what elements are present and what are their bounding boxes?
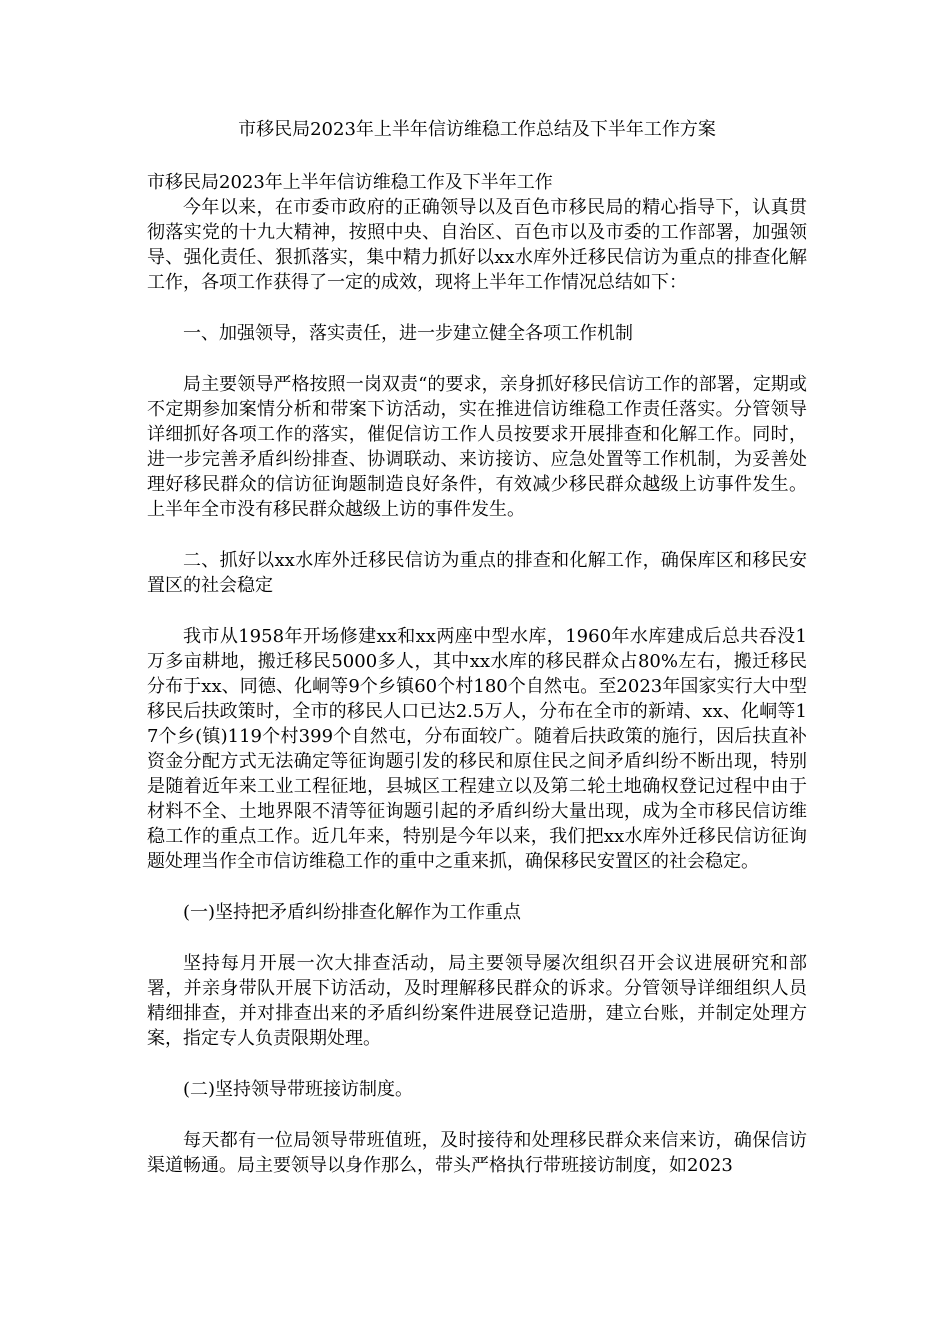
paragraph-gap [147, 874, 807, 900]
paragraph-gap [147, 522, 807, 548]
heading-subsection-2: (二)坚持领导带班接访制度。 [183, 1079, 414, 1100]
paragraph-gap [147, 598, 807, 624]
heading-section-2: 二、抓好以xx水库外迁移民信访为重点的排查和化解工作，确保库区和移民安置区的社会稳定 [147, 550, 807, 596]
paragraph-gap [147, 1102, 807, 1128]
paragraph-subsection-2-body: 每天都有一位局领导带班值班，及时接待和处理移民群众来信来访，确保信访渠道畅通。局主要领导以身作那么，带头严格执行带班接访制度，如2023 [147, 1130, 807, 1176]
paragraph-section-1-body: 局主要领导严格按照一岗双责“的要求，亲身抓好移民信访工作的部署，定期或不定期参加案情分析和带案下访活动，实在推进信访维稳工作责任落实。分管领导详细抓好各项工作的落实，催促信访工作人员按要求开展排查和化解工作。同时，进一步完善矛盾纠纷排查、协调联动、来访接访、应急处置等工作机制，为妥善处理好移民群众的信访征询题制造良好条件，有效减少移民群众越级上访事件发生。上半年全市没有移民群众越级上访的事件发生。 [147, 374, 807, 520]
paragraph-gap [147, 925, 807, 951]
document-page [147, 118, 807, 1178]
heading-subsection-1: (一)坚持把矛盾纠纷排查化解作为工作重点 [183, 902, 522, 923]
paragraph-section-2-body: 我市从1958年开场修建xx和xx两座中型水库，1960年水库建成后总共吞没1万多亩耕地，搬迁移民5000多人，其中xx水库的移民群众占80%左右，搬迁移民分布于xx、同德、化峒等9个乡镇60个村180个自然屯。至2023年国家实行大中型移民后扶政策时，全市的移民人口已达2.5万人，分布在全市的新靖、xx、化峒等17个乡(镇)119个村399个自然屯，分布面较广。随着后扶政策的施行，因后扶直补资金分配方式无法确定等征询题引发的移民和原住民之间矛盾纠纷不断出现，特别是随着近年来工业工程征地，县城区工程建立以及第二轮土地确权登记过程中由于材料不全、土地界限不清等征询题引起的矛盾纠纷大量出现，成为全市移民信访维稳工作的重点工作。近几年来，特别是今年以来，我们把xx水库外迁移民信访征询题处理当作全市信访维稳工作的重中之重来抓，确保移民安置区的社会稳定。 [147, 626, 807, 872]
paragraph-gap [147, 295, 807, 321]
heading-section-1: 一、加强领导，落实责任，进一步建立健全各项工作机制 [183, 323, 633, 344]
paragraph-gap [147, 346, 807, 372]
paragraph-gap [147, 1051, 807, 1077]
document-subtitle: 市移民局2023年上半年信访维稳工作及下半年工作 [147, 172, 553, 193]
document-title: 市移民局2023年上半年信访维稳工作总结及下半年工作方案 [238, 119, 716, 140]
paragraph-subsection-1-body: 坚持每月开展一次大排查活动，局主要领导屡次组织召开会议进展研究和部署，并亲身带队开展下访活动，及时理解移民群众的诉求。分管领导详细组织人员精细排查，并对排查出来的矛盾纠纷案件进展登记造册，建立台账，并制定处理方案，指定专人负责限期处理。 [147, 953, 807, 1049]
paragraph-intro: 今年以来，在市委市政府的正确领导以及百色市移民局的精心指导下，认真贯彻落实党的十九大精神，按照中央、自治区、百色市以及市委的工作部署，加强领导、强化责任、狠抓落实，集中精力抓好以xx水库外迁移民信访为重点的排查化解工作，各项工作获得了一定的成效，现将上半年工作情况总结如下： [147, 197, 807, 293]
